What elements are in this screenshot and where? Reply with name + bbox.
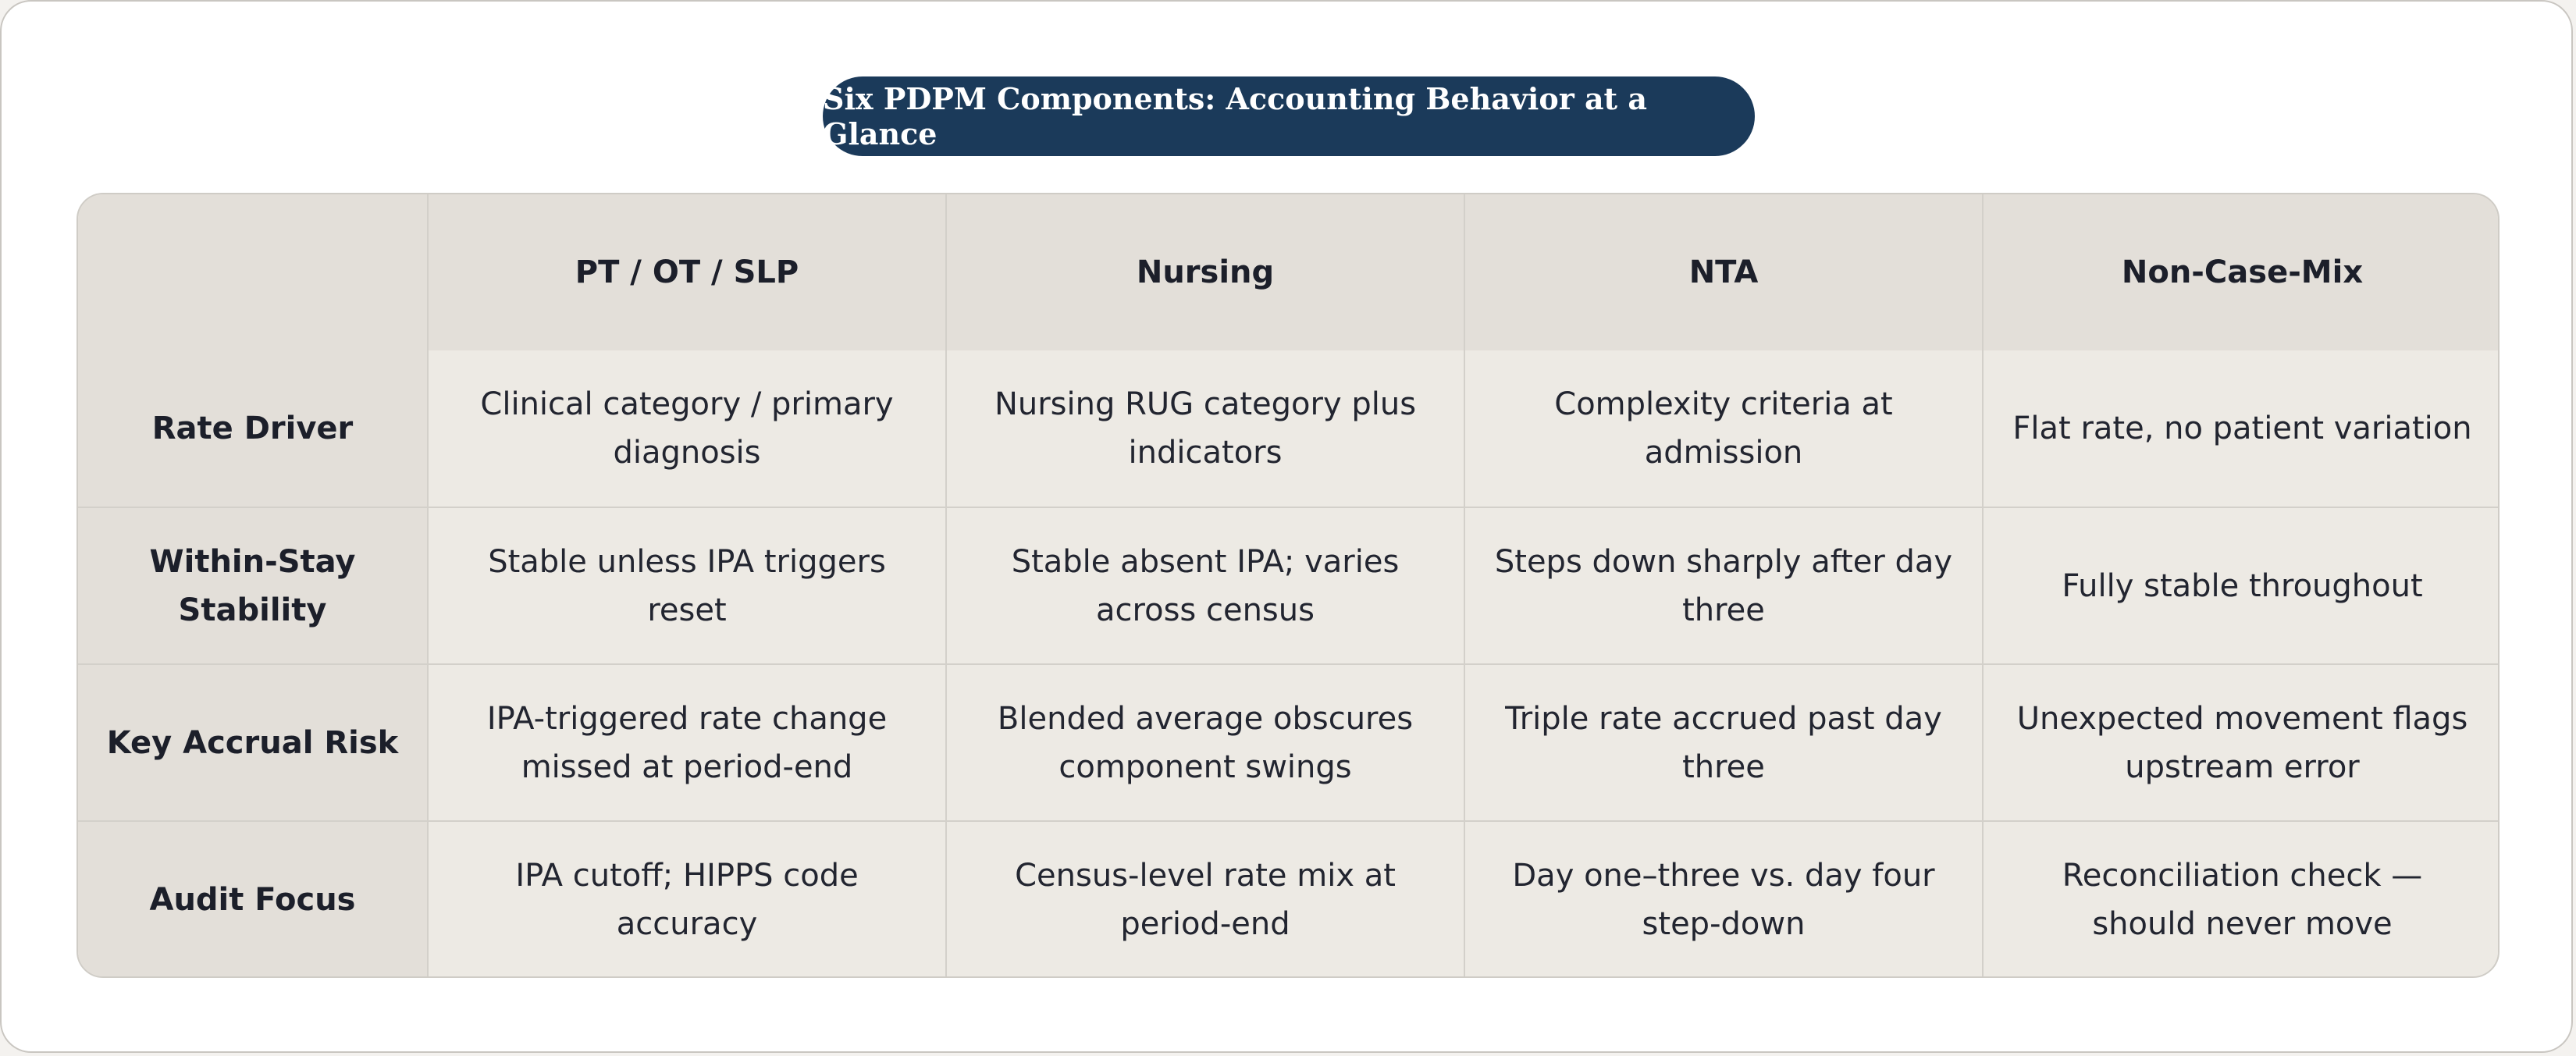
table-row [78,664,2500,821]
table-cell: Triple rate accrued past day three [1464,664,1983,821]
column-header-non-case-mix: Non-Case-Mix [1983,194,2500,350]
column-header-pt-ot-slp: PT / OT / SLP [428,194,946,350]
table-cell: IPA-triggered rate change missed at period-end [428,664,946,821]
row-header-rate-driver: Rate Driver [78,350,428,507]
table-cell: Fully stable throughout [1983,507,2500,664]
comparison-table [76,193,2500,978]
table-row [78,507,2500,664]
table-cell: Stable absent IPA; varies across census [946,507,1464,664]
table-cell: Reconciliation check — should never move [1983,821,2500,978]
comparison-table-grid [78,194,2500,978]
table-cell: IPA cutoff; HIPPS code accuracy [428,821,946,978]
table-row [78,350,2500,507]
table-cell: Clinical category / primary diagnosis [428,350,946,507]
header-row [78,194,2500,350]
row-header-key-accrual-risk: Key Accrual Risk [78,664,428,821]
table-cell: Complexity criteria at admission [1464,350,1983,507]
table-cell: Stable unless IPA triggers reset [428,507,946,664]
row-header-audit-focus: Audit Focus [78,821,428,978]
table-cell: Day one–three vs. day four step-down [1464,821,1983,978]
table-cell: Blended average obscures component swings [946,664,1464,821]
table-cell: Nursing RUG category plus indicators [946,350,1464,507]
table-cell: Steps down sharply after day three [1464,507,1983,664]
page-title: Six PDPM Components: Accounting Behavior at a Glance [823,76,1755,156]
column-header-nursing: Nursing [946,194,1464,350]
table-cell: Flat rate, no patient variation [1983,350,2500,507]
table-row [78,821,2500,978]
row-header-within-stay-stability: Within-Stay Stability [78,507,428,664]
corner-header-cell [78,194,428,350]
table-cell: Unexpected movement flags upstream error [1983,664,2500,821]
column-header-nta: NTA [1464,194,1983,350]
table-cell: Census-level rate mix at period-end [946,821,1464,978]
